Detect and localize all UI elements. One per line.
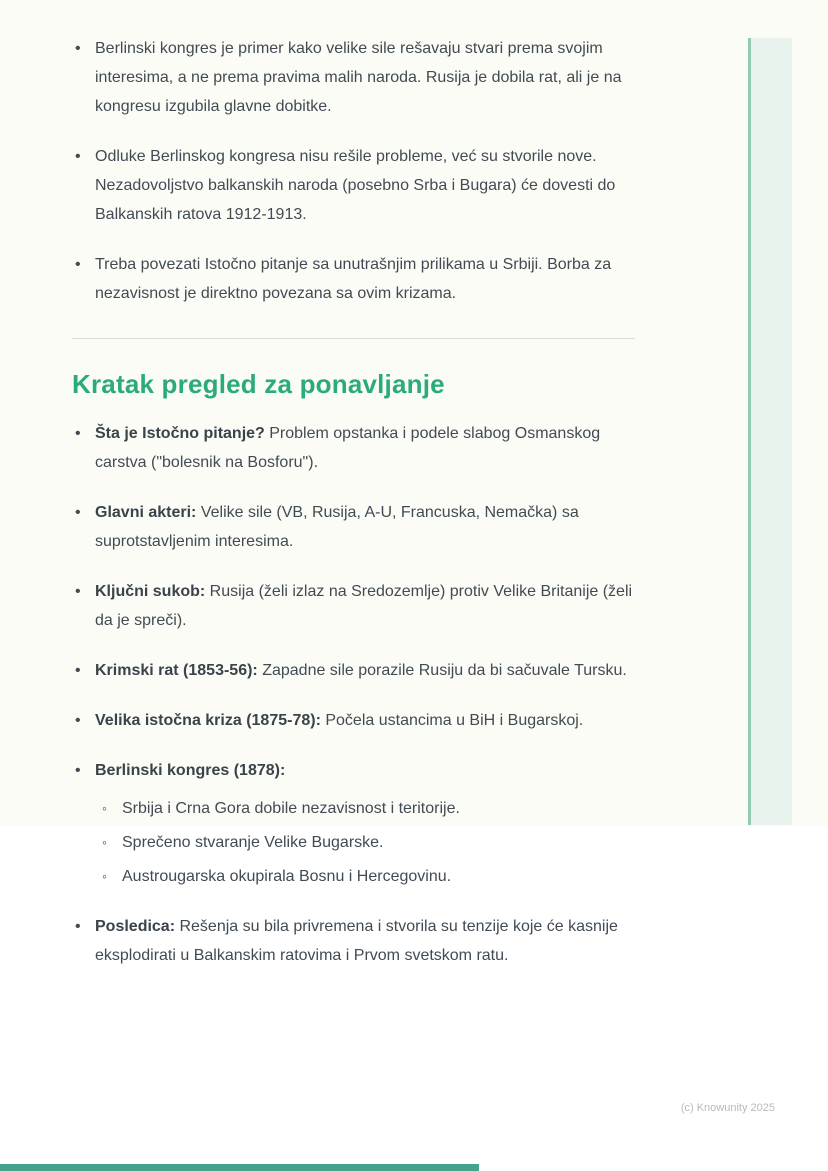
bullet-text: Srbija i Crna Gora dobile nezavisnost i teritorije. — [122, 800, 460, 817]
bullet-text: Problem opstanka i podele slabog Osmanskog carstva ("bolesnik na Bosforu"). — [95, 425, 601, 471]
page-accent-strip — [748, 38, 792, 825]
footer-credit: (c) Knowunity 2025 — [680, 1102, 775, 1114]
list-item — [72, 706, 635, 735]
bullet-text: Treba povezati Istočno pitanje sa unutrašnjim prilikama u Srbiji. Borba za nezavisnost je direktno povezana sa ovim krizama. — [95, 256, 612, 302]
list-item — [72, 498, 635, 556]
bullet-lead: Šta je Istočno pitanje? — [95, 425, 265, 442]
document-content — [72, 34, 635, 991]
bullet-text: Rusija (želi izlaz na Sredozemlje) protiv Velike Britanije (želi da je spreči). — [95, 583, 633, 629]
bullet-text: Zapadne sile porazile Rusiju da bi sačuvale Tursku. — [257, 662, 627, 679]
intro-bullet-list — [72, 34, 635, 308]
list-item — [72, 912, 635, 970]
list-item — [72, 756, 635, 891]
bullet-text: Berlinski kongres je primer kako velike sile rešavaju stvari prema svojim interesima, a ne prema pravima malih naroda. Rusija je dobila rat, ali je na kongresu izgubila glavne dobitke. — [95, 40, 622, 115]
nested-bullet-list — [95, 794, 635, 891]
list-item — [97, 862, 635, 891]
bullet-lead: Krimski rat (1853-56): — [95, 662, 258, 679]
bullet-lead: Velika istočna kriza (1875-78): — [95, 712, 321, 729]
bullet-text: Sprečeno stvaranje Velike Bugarske. — [122, 834, 384, 851]
list-item — [72, 577, 635, 635]
list-item — [97, 794, 635, 823]
bullet-text: Rešenja su bila privremena i stvorila su tenzije koje će kasnije eksplodirati u Balkanskim ratovima i Prvom svetskom ratu. — [95, 918, 618, 964]
bullet-text: Počela ustancima u BiH i Bugarskoj. — [320, 712, 584, 729]
list-item — [72, 142, 635, 229]
list-item — [72, 419, 635, 477]
bullet-lead: Glavni akteri: — [95, 504, 197, 521]
list-item — [72, 656, 635, 685]
list-item — [72, 250, 635, 308]
summary-bullet-list — [72, 419, 635, 970]
bullet-lead: Ključni sukob: — [95, 583, 206, 600]
bottom-accent-bar — [0, 1164, 479, 1171]
bullet-text: Velike sile (VB, Rusija, A-U, Francuska, Nemačka) sa suprotstavljenim interesima. — [95, 504, 579, 550]
list-item — [72, 34, 635, 121]
section-divider — [72, 338, 635, 339]
section-heading: Kratak pregled za ponavljanje — [72, 369, 445, 399]
bullet-lead: Berlinski kongres (1878): — [95, 762, 286, 779]
list-item — [97, 828, 635, 857]
bullet-text: Odluke Berlinskog kongresa nisu rešile probleme, već su stvorile nove. Nezadovoljstvo balkanskih naroda (posebno Srba i Bugara) će dovesti do Balkanskih ratova 1912-1913. — [95, 148, 616, 223]
bullet-text: Austrougarska okupirala Bosnu i Hercegovinu. — [122, 868, 452, 885]
bullet-lead: Posledica: — [95, 918, 176, 935]
